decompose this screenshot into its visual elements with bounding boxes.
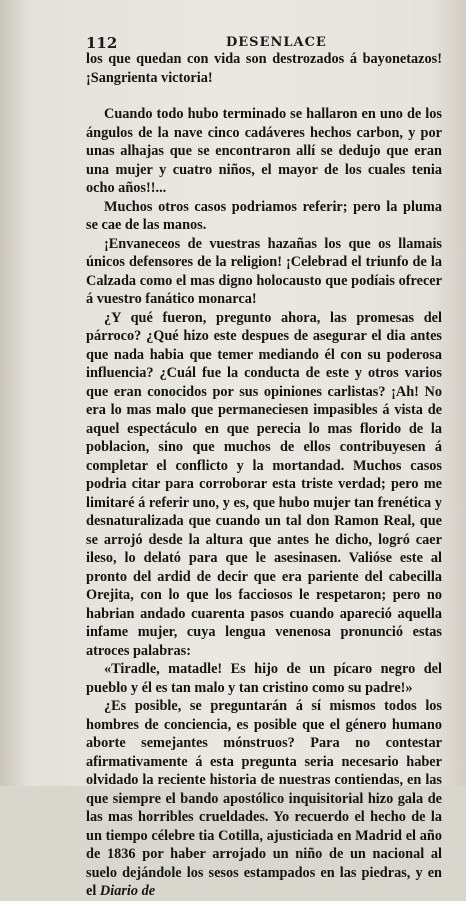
paragraph-1: los que quedan con vida son destrozados á bayonetazos! ¡Sangrienta victoria!: [86, 51, 442, 86]
paragraph-5: ¿Y qué fueron, pregunto ahora, las promesas del párroco? ¿Qué hizo este despues de asegurar el dia antes que nada habia que temer mediando él con su poderosa influencia? ¿Cuál fue la conducta de este y otros varios que eran conocidos por sus opiniones carlistas? ¡Ah! No era lo mas malo que permaneciesen impasibles á vista de aquel espectáculo en que perecia lo mas florido de la poblacion, sino que muchos de ellos contribuyesen á completar el conflicto y la mortandad. Muchos casos podria citar para corroborar esta triste verdad; pero me limitaré á referir uno, y es, que hubo mujer tan frenética y desnaturalizada que cuando un tal don Ramon Real, que se arrojó desde la altura que antes he dicho, logró caer ileso, lo delató para que le asesinasen. Valióse este al pronto del ardid de decir que era pariente del cabecilla Orejita, con lo que los facciosos le respetaron; pero no habrian andado cuarenta pasos cuando apareció aquella infame mujer, cuya lengua venenosa pronunció estas atroces palabras:: [86, 309, 442, 659]
paragraph-4: ¡Envaneceos de vuestras hazañas los que os llamais únicos defensores de la religion! ¡Celebrad el triunfo de la Calzada como el mas digno holocausto que podíais ofrecer á vuestro fanático monarca!: [86, 235, 442, 307]
paragraph-7-italic-tail: Diario de: [99, 883, 156, 899]
paragraph-7-text: ¿Es posible, se preguntarán á sí mismos todos los hombres de conciencia, es posible que el género humano aborte semejantes mónstruos? Para no contestar afirmativamente á esta pregunta seria necesario haber olvidado la reciente historia de nuestras contiendas, en las que siempre el bando apostólico inquisitorial hizo gala de las mas horribles crueldades. Yo recuerdo el hecho de la un tiempo célebre tia Cotilla, ajusticiada en Madrid el año de 1836 por haber arrojado un niño de un nacional al suelo dejándole los sesos estampados en las piedras, y en el: [86, 698, 442, 899]
running-title: DESENLACE: [226, 35, 327, 50]
paragraph-2: Cuando todo hubo terminado se hallaron en uno de los ángulos de la nave cinco cadáveres hechos carbon, y por unas alhajas que se encontraron allí se dedujo que eran una mujer y cuatro niños, el mayor de los cuales tenia ocho años!!...: [86, 106, 442, 196]
paragraph-3: Muchos otros casos podriamos referir; pero la pluma se cae de las manos.: [86, 198, 442, 233]
page-number: 112: [86, 34, 118, 52]
body-text: [86, 50, 442, 901]
paragraph-6: «Tiradle, matadle! Es hijo de un pícaro negro del pueblo y él es tan malo y tan cristino como su padre!»: [86, 661, 442, 696]
paragraph-7: [86, 697, 442, 901]
